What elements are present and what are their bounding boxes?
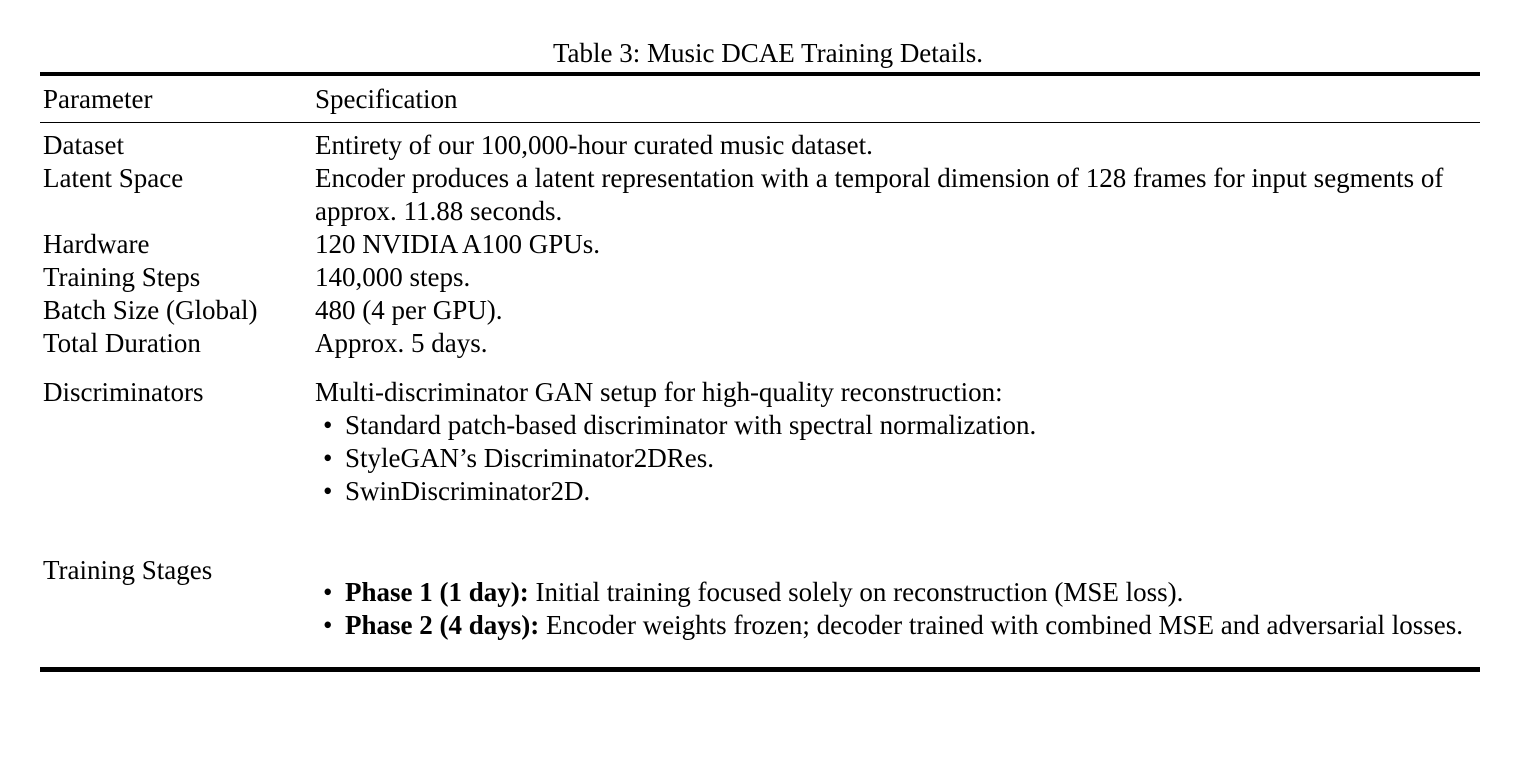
row-parameter-label: Batch Size (Global) [43, 295, 258, 326]
table-row [43, 294, 1480, 327]
row-parameter-label: Hardware [43, 229, 150, 260]
row-parameter-label: Training Steps [43, 262, 201, 293]
row-parameter-label: Discriminators [43, 377, 204, 408]
row-specification [315, 228, 1480, 261]
bullet-item [315, 409, 1480, 442]
specification-bullet-list [315, 576, 1480, 642]
bullet-body [345, 409, 1480, 442]
row-specification [315, 162, 1480, 228]
bullet-body [345, 475, 1480, 508]
bullet-dot-icon: • [323, 610, 333, 641]
table-row [43, 376, 1480, 508]
row-specification [315, 261, 1480, 294]
column-header-parameter: Parameter [43, 83, 153, 114]
bullet-item [315, 442, 1480, 475]
row-parameter-label: Latent Space [43, 163, 184, 194]
bullet-lead-bold: Phase 2 (4 days): [345, 610, 540, 641]
specification-text: Multi-discriminator GAN setup for high-quality reconstruction: [315, 377, 1003, 408]
specification-text: 120 NVIDIA A100 GPUs. [315, 229, 601, 260]
bullet-text: Encoder weights frozen; decoder trained with combined MSE and adversarial losses. [539, 610, 1463, 641]
row-parameter-label: Dataset [43, 130, 124, 161]
bullet-dot-icon: • [323, 410, 333, 441]
training-details-table [40, 72, 1480, 672]
bullet-dot-icon: • [323, 577, 333, 608]
table-row [43, 162, 1480, 228]
table-bottom-rule [40, 667, 1480, 672]
row-specification [315, 327, 1480, 360]
specification-text: 480 (4 per GPU). [315, 295, 503, 326]
row-specification [315, 554, 1480, 642]
row-parameter-label: Total Duration [43, 328, 201, 359]
specification-text: Encoder produces a latent representation with a temporal dimension of 128 frames for input segments of approx. 11.88 seconds. [315, 163, 1444, 227]
specification-text: 140,000 steps. [315, 262, 471, 293]
bullet-body [345, 609, 1480, 642]
bullet-dot-icon: • [323, 476, 333, 507]
table-body [40, 123, 1480, 667]
table-row [43, 261, 1480, 294]
bullet-item [315, 576, 1480, 609]
bullet-item [315, 609, 1480, 642]
row-parameter-label: Training Stages [43, 555, 213, 586]
table-header-row [40, 76, 1480, 122]
row-specification [315, 376, 1480, 508]
bullet-text: SwinDiscriminator2D. [345, 476, 591, 507]
table-row [43, 129, 1480, 162]
bullet-text: Standard patch-based discriminator with spectral normalization. [345, 410, 1037, 441]
row-specification [315, 294, 1480, 327]
bullet-dot-icon: • [323, 443, 333, 474]
row-specification [315, 129, 1480, 162]
table-row [43, 554, 1480, 642]
bullet-body [345, 576, 1480, 609]
table-row [43, 228, 1480, 261]
column-header-specification: Specification [315, 83, 458, 114]
specification-text: Approx. 5 days. [315, 328, 488, 359]
bullet-text: StyleGAN’s Discriminator2DRes. [345, 443, 714, 474]
bullet-text: Initial training focused solely on reconstruction (MSE loss). [528, 577, 1184, 608]
bullet-item [315, 475, 1480, 508]
table-caption: Table 3: Music DCAE Training Details. [552, 38, 984, 68]
specification-text: Entirety of our 100,000-hour curated music dataset. [315, 130, 873, 161]
bullet-lead-bold: Phase 1 (1 day): [345, 577, 529, 608]
bullet-body [345, 442, 1480, 475]
specification-bullet-list [315, 409, 1480, 508]
table-row [43, 327, 1480, 360]
